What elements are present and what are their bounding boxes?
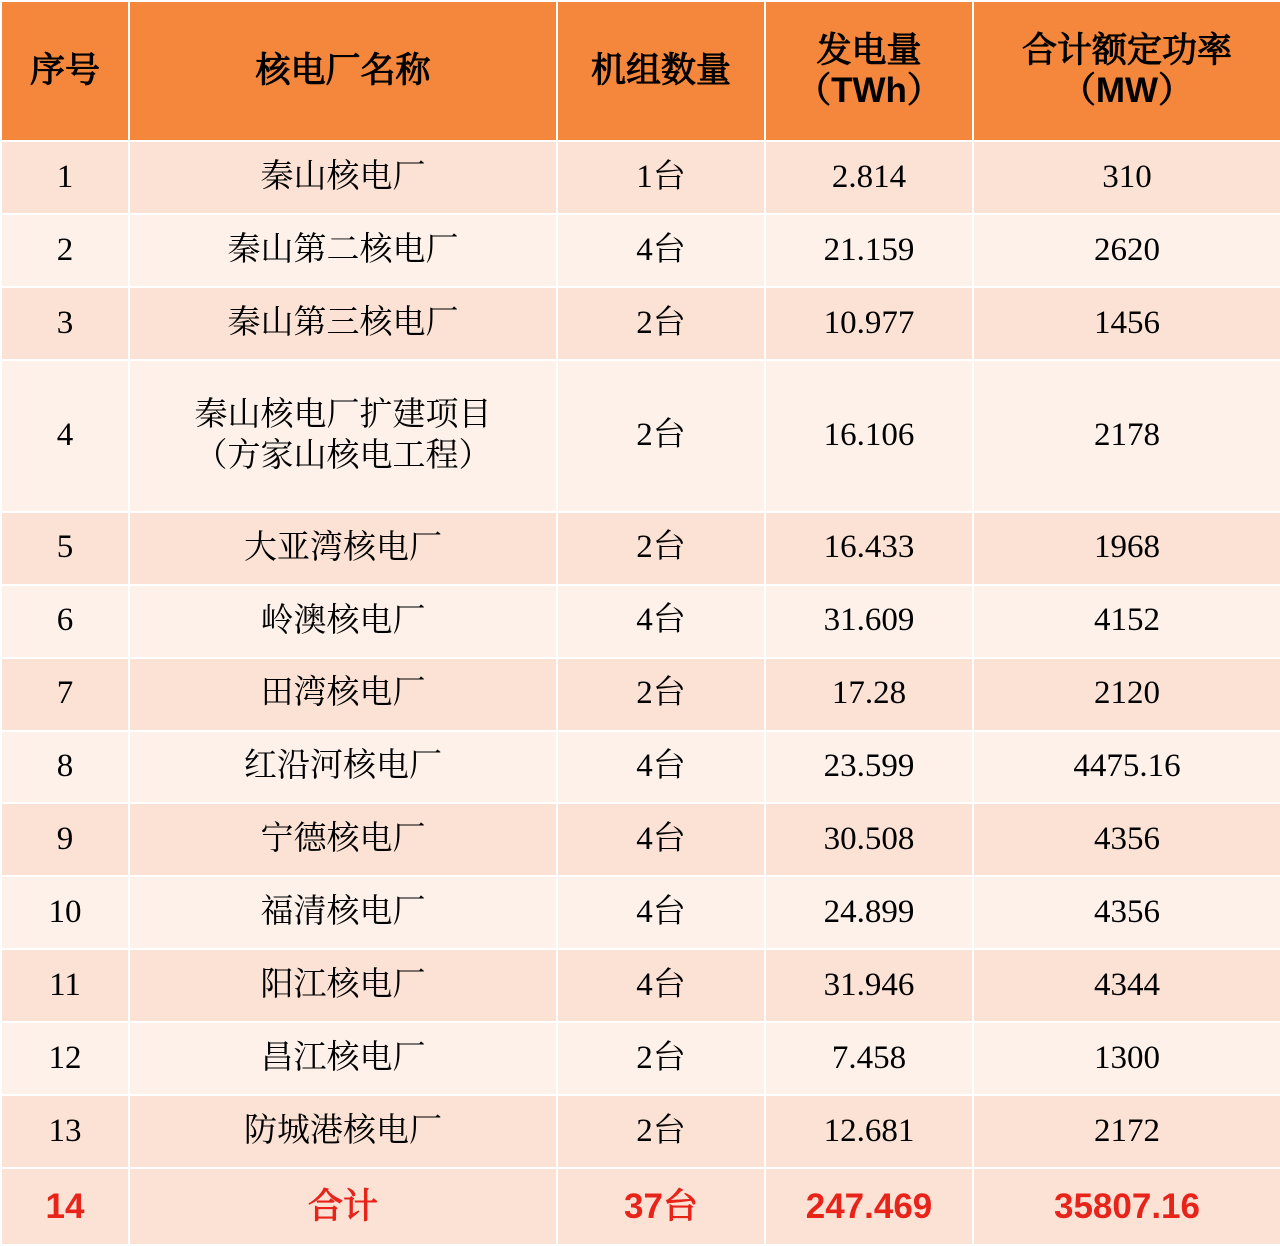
- cell-plant: [129, 214, 557, 287]
- cell-index: 10: [1, 876, 129, 949]
- cell-power: 4344: [973, 949, 1280, 1022]
- cell-power: 4152: [973, 585, 1280, 658]
- column-header-power-line-1: 合计额定功率: [1021, 30, 1232, 70]
- cell-index: 14: [1, 1168, 129, 1245]
- cell-plant: [129, 876, 557, 949]
- cell-generation: 21.159: [765, 214, 973, 287]
- cell-power: 1968: [973, 512, 1280, 585]
- cell-index: 11: [1, 949, 129, 1022]
- cell-generation: 31.609: [765, 585, 973, 658]
- table-row: [1, 803, 1280, 876]
- cell-index: 12: [1, 1022, 129, 1095]
- cell-generation: 16.433: [765, 512, 973, 585]
- column-header-power: [973, 1, 1280, 141]
- cell-generation: 12.681: [765, 1095, 973, 1168]
- column-header-generation: [765, 1, 973, 141]
- cell-plant-line-1: 田湾核电厂: [260, 675, 426, 712]
- cell-plant-line-1: 大亚湾核电厂: [244, 529, 442, 566]
- column-header-units: [557, 1, 765, 141]
- column-header-power-line-2: （MW）: [1060, 71, 1194, 110]
- table-row: [1, 214, 1280, 287]
- table-row: [1, 360, 1280, 512]
- cell-index: 4: [1, 360, 129, 512]
- cell-plant: [129, 585, 557, 658]
- cell-generation: 23.599: [765, 731, 973, 804]
- cell-power: 35807.16: [973, 1168, 1280, 1245]
- table-body: [1, 141, 1280, 1245]
- cell-power: 1456: [973, 287, 1280, 360]
- cell-index: 13: [1, 1095, 129, 1168]
- cell-generation: 7.458: [765, 1022, 973, 1095]
- cell-index: 7: [1, 658, 129, 731]
- cell-plant-line-1: 秦山第二核电厂: [227, 231, 459, 268]
- cell-units: 2台: [557, 1022, 765, 1095]
- cell-index: 2: [1, 214, 129, 287]
- table-row: [1, 1095, 1280, 1168]
- cell-units: 2台: [557, 512, 765, 585]
- cell-plant: [129, 512, 557, 585]
- cell-units: 4台: [557, 214, 765, 287]
- table-header: [1, 1, 1280, 141]
- column-header-generation-line-2: （TWh）: [796, 71, 942, 110]
- table-row: [1, 287, 1280, 360]
- cell-plant: [129, 287, 557, 360]
- cell-units: 1台: [557, 141, 765, 214]
- cell-generation: 30.508: [765, 803, 973, 876]
- table-row: [1, 1022, 1280, 1095]
- cell-plant: [129, 360, 557, 512]
- cell-plant-line-1: 阳江核电厂: [260, 967, 426, 1004]
- column-header-index-line-1: 序号: [29, 50, 100, 90]
- cell-power: 310: [973, 141, 1280, 214]
- cell-index: 5: [1, 512, 129, 585]
- cell-plant-line-1: 宁德核电厂: [260, 821, 426, 858]
- table-row: [1, 731, 1280, 804]
- table-row: [1, 949, 1280, 1022]
- cell-plant: [129, 1168, 557, 1245]
- cell-units: 4台: [557, 949, 765, 1022]
- table-row: [1, 658, 1280, 731]
- cell-plant-line-1: 昌江核电厂: [260, 1040, 426, 1077]
- cell-power: 2178: [973, 360, 1280, 512]
- cell-plant-line-1: 秦山核电厂扩建项目: [194, 396, 492, 433]
- cell-plant: [129, 803, 557, 876]
- cell-plant: [129, 658, 557, 731]
- cell-generation: 31.946: [765, 949, 973, 1022]
- cell-plant-line-1: 岭澳核电厂: [260, 602, 426, 639]
- column-header-plant: [129, 1, 557, 141]
- cell-plant-line-1: 秦山核电厂: [260, 158, 426, 195]
- cell-power: 4356: [973, 803, 1280, 876]
- cell-generation: 10.977: [765, 287, 973, 360]
- cell-plant-line-1: 合计: [307, 1186, 378, 1226]
- table-total-row: [1, 1168, 1280, 1245]
- cell-generation: 16.106: [765, 360, 973, 512]
- table-row: [1, 512, 1280, 585]
- cell-units: 4台: [557, 585, 765, 658]
- cell-index: 3: [1, 287, 129, 360]
- table-header-row: [1, 1, 1280, 141]
- cell-power: 2172: [973, 1095, 1280, 1168]
- cell-plant-line-2: （方家山核电工程）: [194, 437, 492, 474]
- cell-index: 6: [1, 585, 129, 658]
- cell-plant-line-1: 福清核电厂: [260, 894, 426, 931]
- cell-plant: [129, 731, 557, 804]
- cell-index: 9: [1, 803, 129, 876]
- table-row: [1, 876, 1280, 949]
- column-header-generation-line-1: 发电量: [816, 30, 922, 70]
- cell-plant: [129, 1022, 557, 1095]
- cell-power: 4356: [973, 876, 1280, 949]
- cell-index: 1: [1, 141, 129, 214]
- cell-power: 1300: [973, 1022, 1280, 1095]
- cell-power: 2620: [973, 214, 1280, 287]
- cell-plant: [129, 141, 557, 214]
- cell-plant-line-1: 秦山第三核电厂: [227, 304, 459, 341]
- cell-plant: [129, 949, 557, 1022]
- cell-units: 4台: [557, 803, 765, 876]
- cell-units: 2台: [557, 1095, 765, 1168]
- cell-units: 37台: [557, 1168, 765, 1245]
- cell-plant: [129, 1095, 557, 1168]
- cell-generation: 17.28: [765, 658, 973, 731]
- table-row: [1, 141, 1280, 214]
- column-header-index: [1, 1, 129, 141]
- cell-index: 8: [1, 731, 129, 804]
- cell-generation: 247.469: [765, 1168, 973, 1245]
- table-row: [1, 585, 1280, 658]
- cell-plant-line-1: 红沿河核电厂: [244, 748, 442, 785]
- cell-units: 4台: [557, 876, 765, 949]
- column-header-units-line-1: 机组数量: [590, 50, 731, 90]
- cell-units: 4台: [557, 731, 765, 804]
- cell-power: 2120: [973, 658, 1280, 731]
- cell-plant-line-1: 防城港核电厂: [244, 1112, 442, 1149]
- cell-power: 4475.16: [973, 731, 1280, 804]
- cell-units: 2台: [557, 658, 765, 731]
- cell-units: 2台: [557, 287, 765, 360]
- column-header-plant-line-1: 核电厂名称: [255, 50, 431, 90]
- cell-units: 2台: [557, 360, 765, 512]
- cell-generation: 2.814: [765, 141, 973, 214]
- cell-generation: 24.899: [765, 876, 973, 949]
